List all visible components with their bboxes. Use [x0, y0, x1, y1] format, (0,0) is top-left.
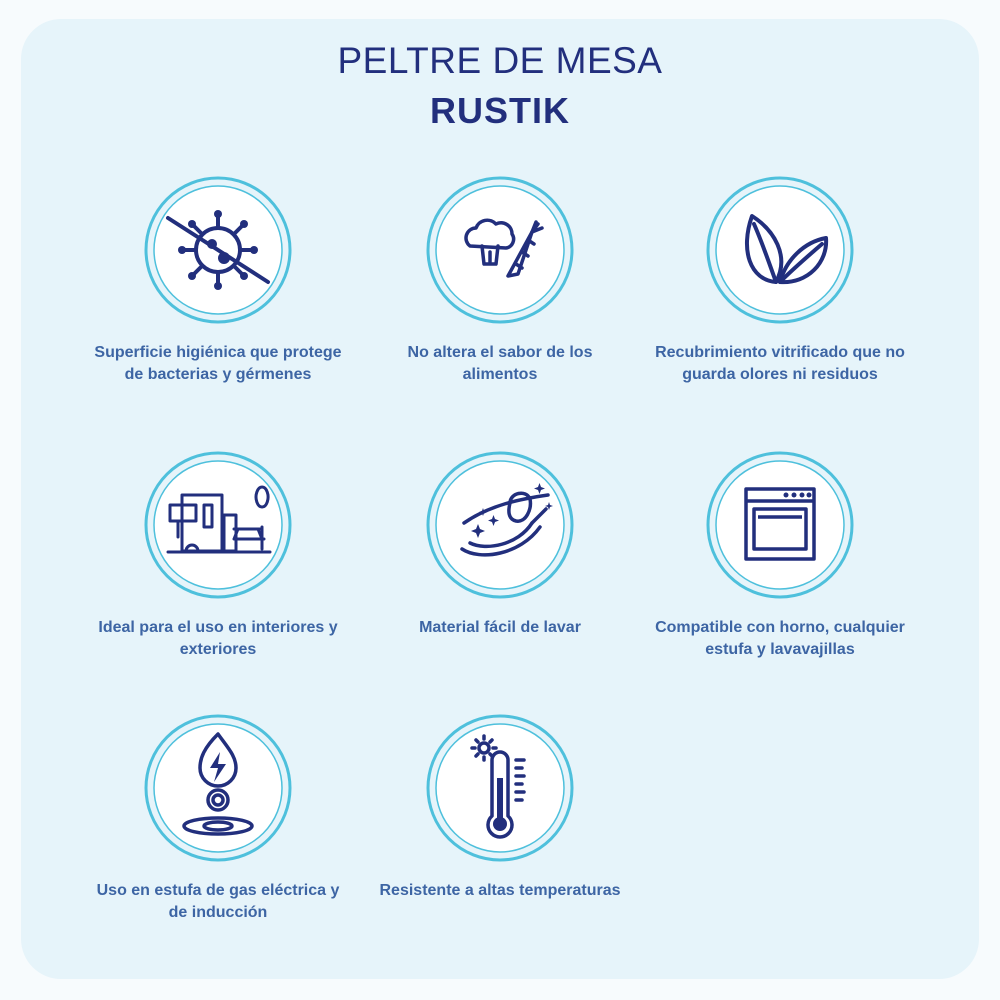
cleaning-pan-icon [420, 445, 580, 605]
feature-label: Uso en estufa de gas eléctrica y de inducción [96, 882, 340, 921]
feature-hygienic [88, 170, 348, 386]
feature-label: Material fácil de lavar [419, 619, 581, 636]
feature-easy-wash [370, 445, 630, 639]
feature-label: Ideal para el uso en interiores y exteriores [98, 619, 338, 658]
no-bacteria-icon [138, 170, 298, 330]
feature-label: Resistente a altas temperaturas [379, 882, 621, 899]
feature-oven-compatible [650, 445, 910, 661]
gas-induction-stove-icon [138, 708, 298, 868]
feature-label: Superficie higiénica que protege de bacterias y gérmenes [94, 344, 342, 383]
thermometer-icon [420, 708, 580, 868]
feature-indoor-outdoor [88, 445, 348, 661]
leaves-icon [700, 170, 860, 330]
feature-label: Recubrimiento vitrificado que no guarda olores ni residuos [655, 344, 905, 383]
feature-label: No altera el sabor de los alimentos [407, 344, 593, 383]
indoor-outdoor-icon [138, 445, 298, 605]
feature-vitrified [650, 170, 910, 386]
oven-icon [700, 445, 860, 605]
feature-flavor [370, 170, 630, 386]
feature-label: Compatible con horno, cualquier estufa y lavavajillas [655, 619, 905, 658]
title-line-1: PELTRE DE MESA [337, 40, 663, 81]
title-line-2: RUSTIK [430, 90, 570, 131]
feature-high-temperature [370, 708, 630, 902]
feature-gas-induction [88, 708, 348, 924]
vegetables-icon [420, 170, 580, 330]
